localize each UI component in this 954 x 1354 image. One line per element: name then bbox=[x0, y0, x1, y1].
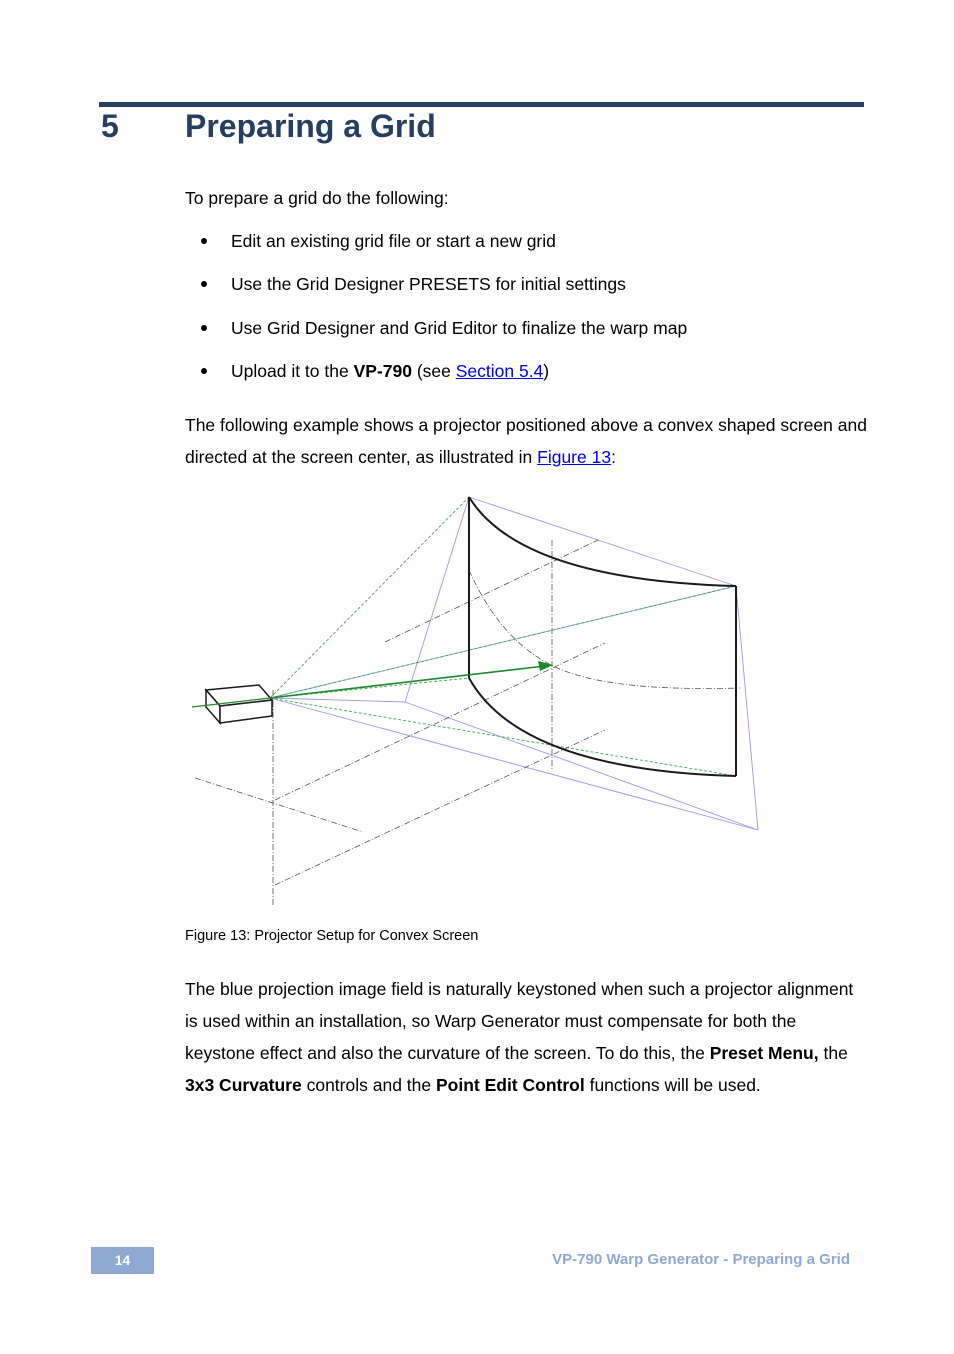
chapter-rule bbox=[99, 102, 864, 107]
bullet-icon bbox=[201, 325, 207, 331]
section-link[interactable]: Section 5.4 bbox=[455, 360, 544, 381]
list-item: Upload it to the VP-790 (see Section 5.4) bbox=[185, 355, 687, 398]
product-name: VP-790 bbox=[353, 360, 412, 381]
page-number: 14 bbox=[91, 1247, 154, 1274]
arrowhead-icon bbox=[538, 661, 553, 671]
body-paragraph: The blue projection image field is naturally keystoned when such a projector alignment is used within an installation, so Warp Generator must compensate for both the keystone effect and also the curvature of the screen. To do this, the Preset Menu, the 3x3 Curvature controls and the Point Edit Control functions will be used. bbox=[185, 979, 854, 1095]
figure-caption: Figure 13: Projector Setup for Convex Screen bbox=[185, 928, 479, 944]
construction-lines bbox=[195, 540, 740, 905]
convex-screen bbox=[469, 497, 736, 776]
bullet-icon bbox=[201, 368, 207, 374]
steps-list bbox=[185, 225, 687, 398]
projector-setup-figure bbox=[185, 490, 785, 910]
list-item: Edit an existing grid file or start a new grid bbox=[185, 225, 687, 268]
bullet-icon bbox=[201, 281, 207, 287]
projection-axis bbox=[192, 661, 553, 707]
blue-projection-field bbox=[270, 497, 758, 830]
bullet-icon bbox=[201, 238, 207, 244]
green-projection-rays bbox=[270, 497, 736, 776]
list-item: Use the Grid Designer PRESETS for initial settings bbox=[185, 268, 687, 311]
list-item: Use Grid Designer and Grid Editor to finalize the warp map bbox=[185, 312, 687, 355]
chapter-number: 5 bbox=[101, 108, 119, 144]
running-footer: VP-790 Warp Generator - Preparing a Grid bbox=[552, 1251, 850, 1268]
chapter-title: Preparing a Grid bbox=[185, 108, 436, 144]
example-text: The following example shows a projector positioned above a convex shaped screen and directed at the screen center, as illustrated in Figure 13: bbox=[185, 415, 867, 467]
intro-text: To prepare a grid do the following: bbox=[185, 188, 449, 208]
figure-link[interactable]: Figure 13 bbox=[537, 447, 612, 467]
